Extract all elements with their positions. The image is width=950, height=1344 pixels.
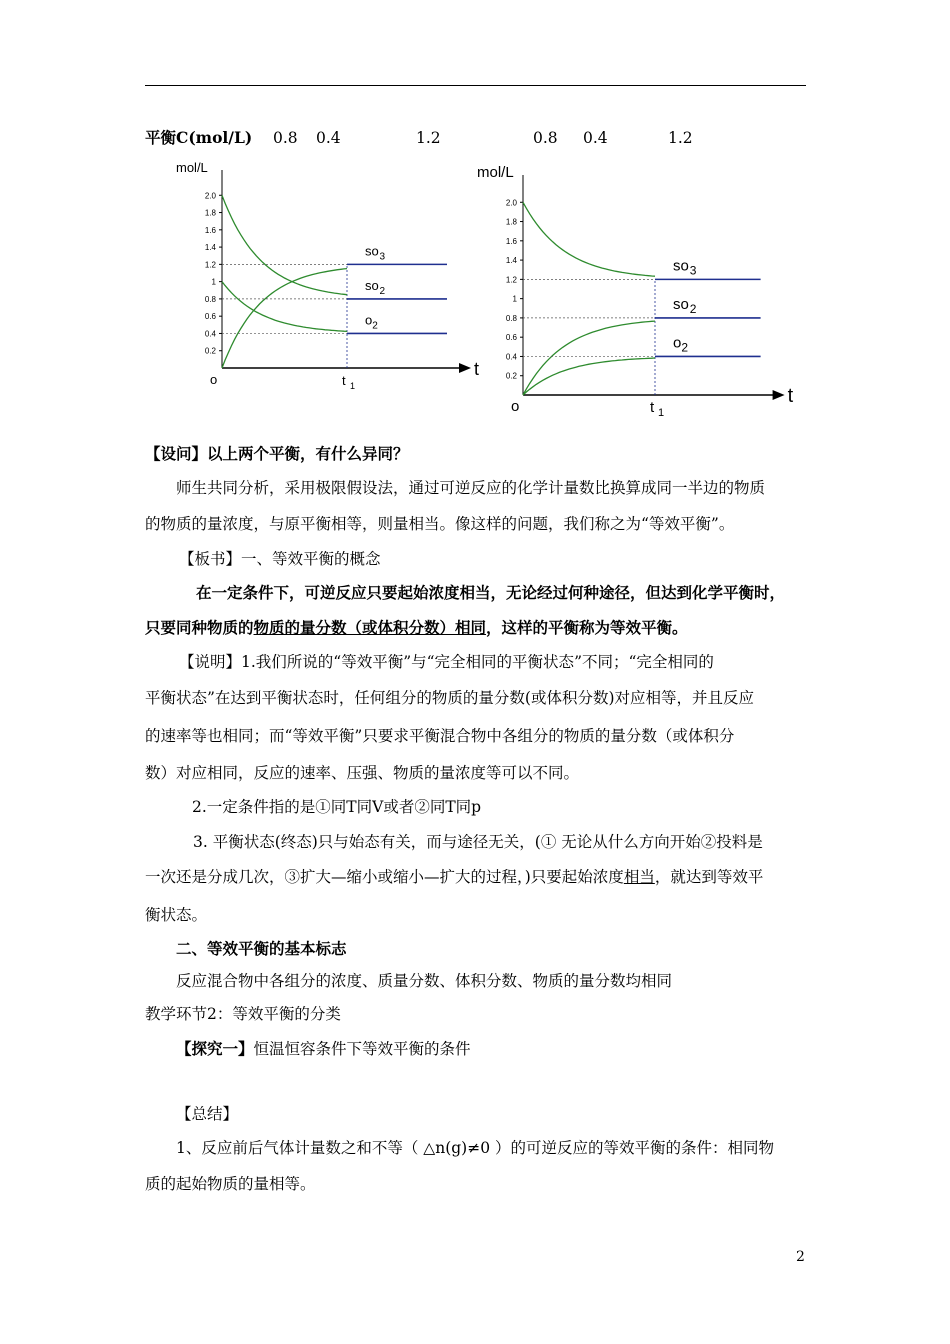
banshu-line: 【板书】一、等效平衡的概念 [179, 550, 381, 568]
point-3b-ul: 相当 [623, 868, 655, 886]
curve-so2 [222, 195, 347, 294]
y-tick-label: 0.6 [204, 312, 216, 322]
point-3c: 衡状态。 [145, 906, 208, 924]
page-number: 2 [796, 1249, 805, 1265]
y-tick-label: 1.2 [505, 275, 517, 285]
origin-label: o [210, 372, 218, 387]
question-line [145, 444, 815, 464]
def-2c: ，这样的平衡称为等效平衡。 [486, 618, 688, 637]
y-tick-label: 1.4 [505, 256, 517, 266]
sheji-label: 【设问】 [145, 444, 208, 463]
y-axis-label: mol/L [176, 160, 208, 175]
def-2a: 只要同种物质的 [145, 618, 254, 637]
analysis-line-1: 师生共同分析，采用极限假设法，通过可逆反应的化学计量数比换算成同一半边的物质 [176, 479, 766, 497]
teaching-2-line: 教学环节2：等效平衡的分类 [145, 1005, 341, 1023]
series-label-o2: o [365, 312, 373, 328]
series-label-so3: so [365, 243, 379, 259]
series-subscript-o2: 2 [372, 320, 378, 332]
tanjiu-text: 恒温恒容条件下等效平衡的条件 [253, 1040, 471, 1058]
y-tick-label: 1.8 [505, 217, 517, 227]
y-tick-label: 0.4 [505, 352, 517, 362]
x-axis-label: t [787, 385, 794, 407]
x-axis-label: t [474, 359, 480, 379]
y-tick-label: 2.0 [505, 198, 517, 208]
point-3b [145, 867, 815, 887]
definition-line-1: 在一定条件下，可逆反应只要起始浓度相当，无论经过何种途径，但达到化学平衡时， [196, 583, 786, 602]
series-label-so2: so [365, 277, 379, 293]
summary-line-2: 质的起始物质的量相等。 [145, 1175, 316, 1193]
y-tick-label: 1.2 [204, 260, 216, 270]
shuoming-line-4: 数）对应相同，反应的速率、压强、物质的量浓度等可以不同。 [145, 764, 580, 782]
y-tick-label: 1 [211, 277, 216, 287]
shuoming-line-3: 的速率等也相同；而“等效平衡”只要求平衡混合物中各组分的物质的量分数（或体积分 [145, 727, 735, 745]
def-2b: 物质的量分数（或体积分数）相同 [253, 618, 487, 637]
y-tick-label: 1.8 [204, 208, 216, 218]
zongjie-line: 【总结】 [176, 1105, 239, 1123]
right-value-so2: 0.8 [533, 129, 558, 147]
curve-so3 [222, 269, 347, 368]
summary-line-1: 1、反应前后气体计量数之和不等（ △n(g)≠0 ）的可逆反应的等效平衡的条件：相同物 [176, 1139, 774, 1157]
sheji-text: 以上两个平衡，有什么异同？ [207, 444, 409, 463]
curve-o2 [523, 358, 655, 395]
y-tick-label: 1.6 [204, 225, 216, 235]
t1-subscript: 1 [350, 381, 356, 391]
x-axis-arrow-icon [773, 390, 785, 400]
y-tick-label: 0.8 [505, 313, 517, 323]
curve-so2 [523, 321, 655, 395]
series-subscript-o2: 2 [681, 340, 689, 355]
series-subscript-so3: 3 [689, 263, 697, 278]
series-label-so2: so [673, 295, 689, 313]
shuoming-line-1: 【说明】1.我们所说的“等效平衡”与“完全相同的平衡状态”不同；“完全相同的 [179, 653, 714, 671]
y-tick-label: 2.0 [204, 191, 216, 201]
tanjiu-label: 【探究一】 [176, 1039, 254, 1058]
point-2: 2.一定条件指的是①同T同V或者②同T同p [192, 798, 482, 816]
t1-label: t [342, 373, 346, 388]
series-label-o2: o [673, 334, 682, 352]
y-tick-label: 0.2 [505, 371, 517, 381]
section-2-heading: 二、等效平衡的基本标志 [176, 939, 347, 958]
y-tick-label: 1.4 [204, 243, 216, 253]
point-3b-pre: 一次还是分成几次，③扩大—缩小或缩小—扩大的过程，)只要起始浓度 [145, 868, 624, 886]
tanjiu-line [176, 1039, 846, 1059]
series-label-so3: so [673, 257, 689, 275]
y-tick-label: 0.6 [505, 333, 517, 343]
y-axis-label: mol/L [477, 164, 514, 181]
analysis-line-2: 的物质的量浓度，与原平衡相等，则量相当。像这样的问题，我们称之为“等效平衡”。 [145, 515, 735, 533]
origin-label: o [511, 398, 520, 415]
equilibrium-label: 平衡C(mol/L) [145, 128, 253, 147]
left-value-so2: 0.8 [273, 129, 298, 147]
y-tick-label: 1 [512, 294, 517, 304]
y-tick-label: 0.8 [204, 294, 216, 304]
chart-right [465, 155, 805, 430]
y-tick-label: 0.2 [204, 346, 216, 356]
curve-so3 [523, 202, 655, 276]
right-value-o2: 0.4 [583, 129, 608, 147]
series-subscript-so3: 3 [379, 251, 386, 263]
t1-label: t [650, 399, 655, 416]
left-value-so3: 1.2 [416, 129, 441, 147]
shuoming-line-2: 平衡状态”在达到平衡状态时，任何组分的物质的量分数(或体积分数)对应相等，并且反应 [145, 689, 755, 707]
t1-subscript: 1 [658, 407, 665, 419]
series-subscript-so2: 2 [689, 301, 697, 316]
right-value-so3: 1.2 [668, 129, 693, 147]
y-tick-label: 0.4 [204, 329, 216, 339]
point-3a: 3. 平衡状态(终态)只与始态有关，而与途径无关，(① 无论从什么方向开始②投料是 [193, 833, 763, 851]
definition-line-2 [145, 618, 815, 638]
curve-o2 [222, 282, 347, 332]
y-tick-label: 1.6 [505, 236, 517, 246]
header-rule [145, 85, 806, 86]
markers-line: 反应混合物中各组分的浓度、质量分数、体积分数、物质的量分数均相同 [176, 972, 673, 990]
chart-left [160, 150, 490, 400]
series-subscript-so2: 2 [379, 285, 386, 297]
point-3b-post: ，就达到等效平 [654, 868, 764, 886]
left-value-o2: 0.4 [316, 129, 341, 147]
